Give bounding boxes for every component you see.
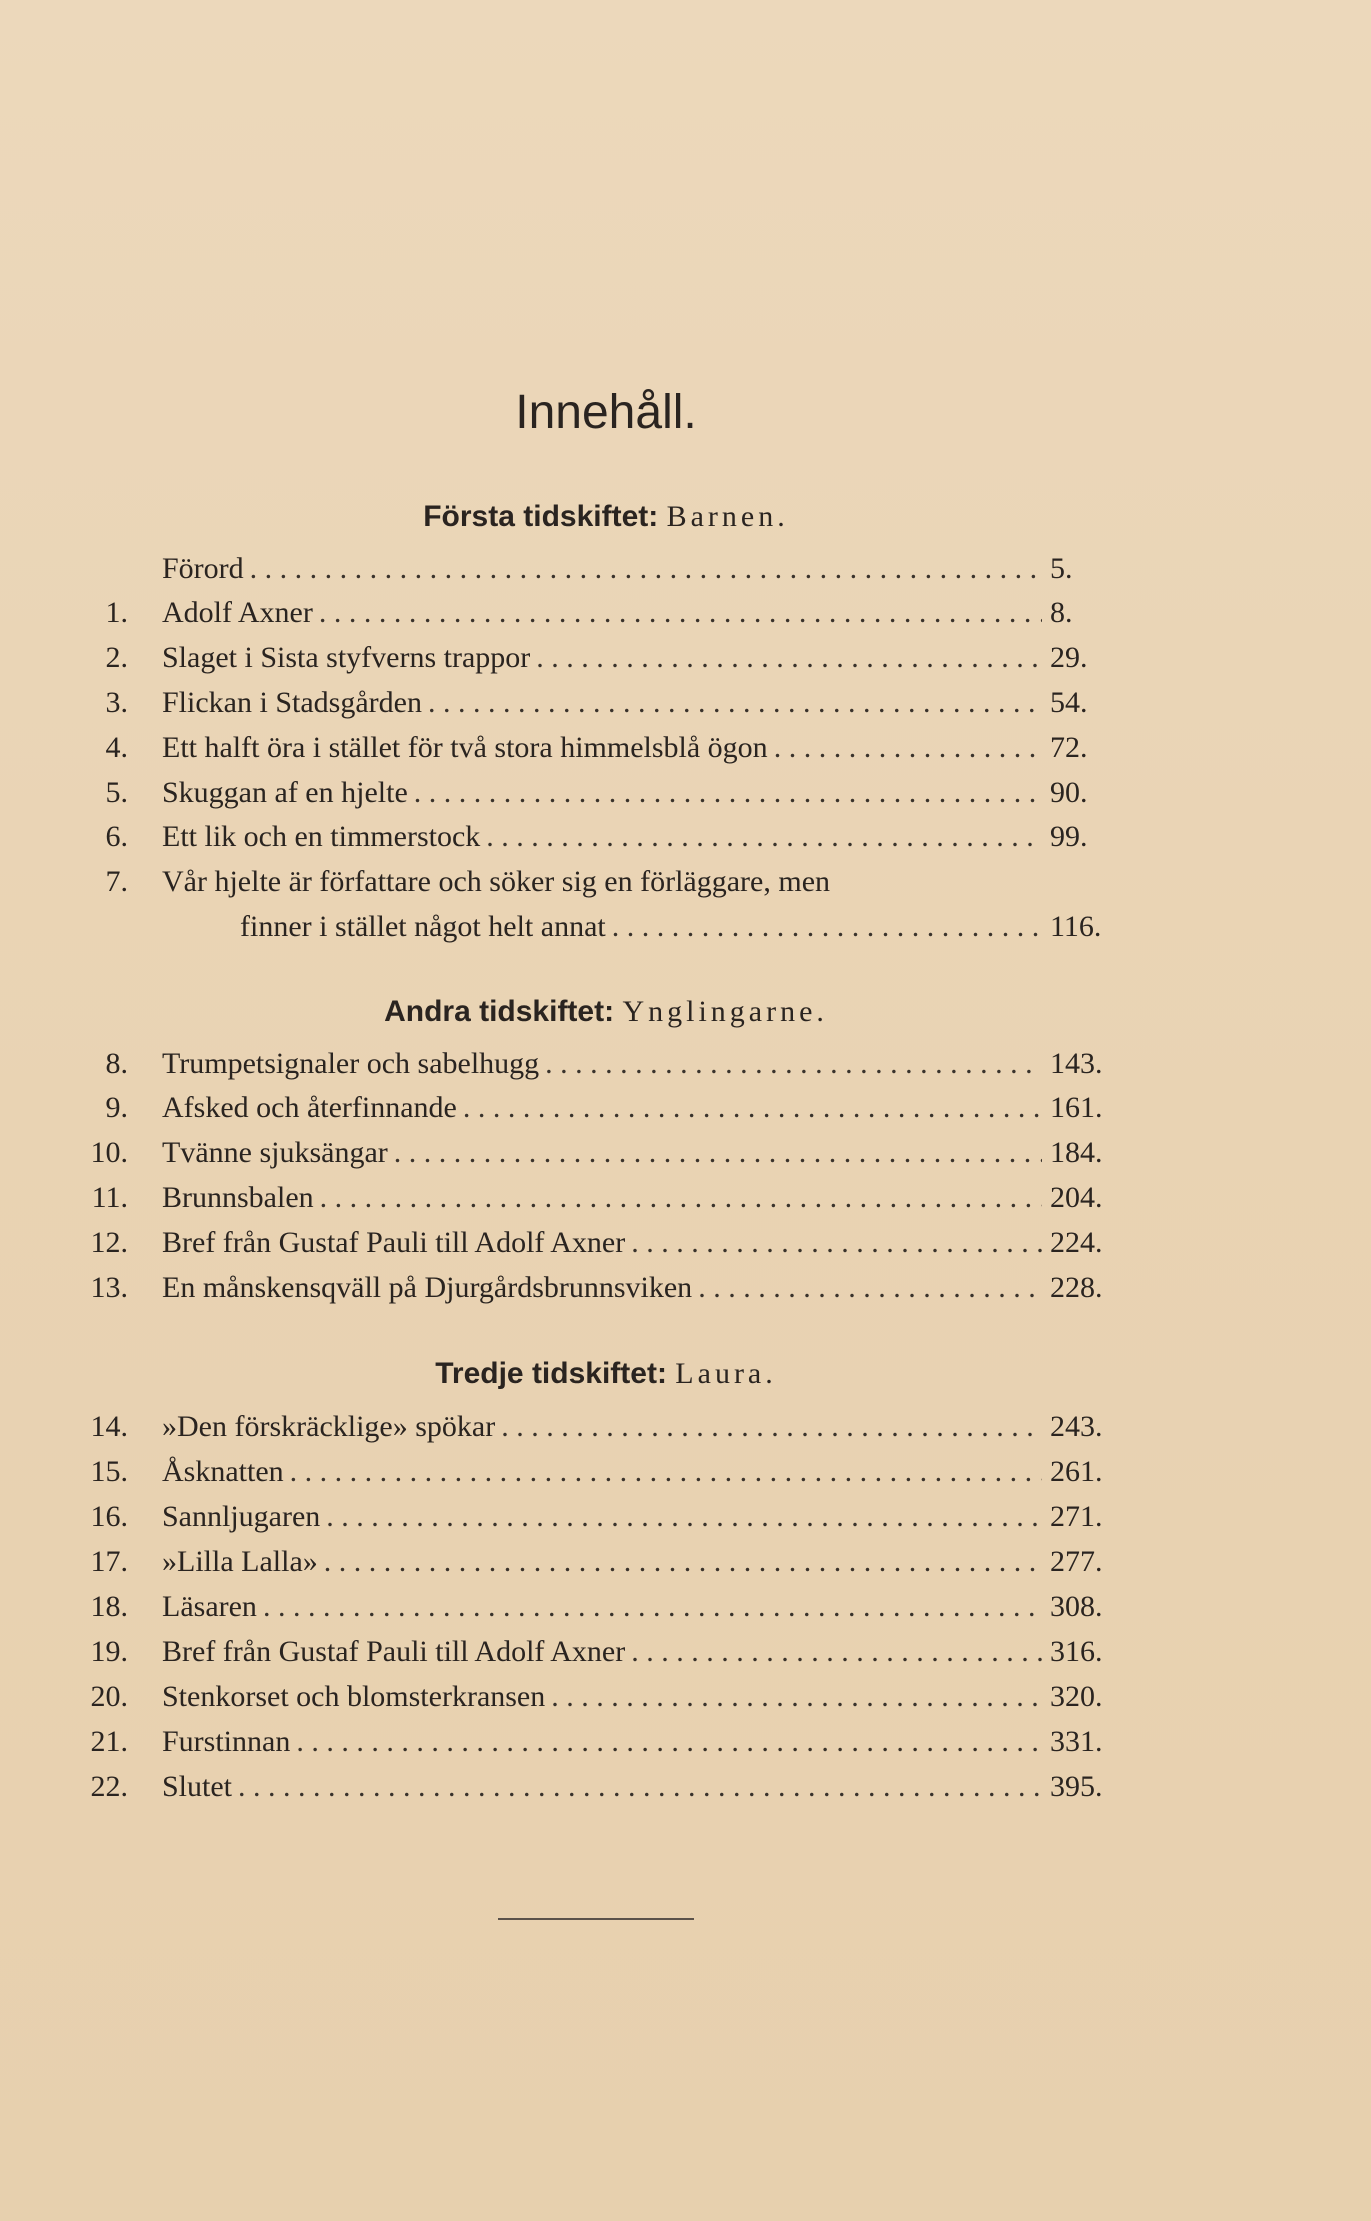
entry-title: Stenkorset och blomsterkransen: [162, 1680, 546, 1713]
entry-number: 4.: [105, 731, 128, 764]
entry-title: Adolf Axner: [162, 596, 313, 629]
toc-entry: [0, 1042, 1371, 1086]
entry-title: Läsaren: [162, 1590, 257, 1623]
toc-entry: [0, 1495, 1371, 1539]
entry-number: 2.: [105, 641, 128, 674]
entry-page: 90.: [1050, 776, 1088, 809]
entry-title: Ett lik och en timmerstock: [162, 820, 481, 853]
dot-leader: [501, 1405, 1042, 1449]
entry-number: 13.: [90, 1271, 128, 1304]
entry-title: Vår hjelte är författare och söker sig en förläggare, men: [162, 865, 831, 898]
toc-entry: [0, 1086, 1371, 1130]
dot-leader: [631, 1630, 1042, 1674]
dot-leader: [486, 815, 1042, 859]
dot-leader: [536, 636, 1042, 680]
entry-title: Brunnsbalen: [162, 1181, 314, 1214]
closing-rule: [498, 1918, 694, 1920]
dot-leader: [394, 1131, 1042, 1175]
entry-title: Tvänne sjuksängar: [162, 1136, 388, 1169]
section-heading-laura: [0, 1357, 1212, 1391]
section-heading-ynglingarne: [0, 995, 1212, 1029]
toc-entry: [0, 547, 1371, 591]
entry-title: Ett halft öra i stället för två stora himmelsblå ögon: [162, 731, 768, 764]
toc-entry: [0, 860, 1371, 904]
dot-leader: [612, 905, 1040, 949]
entry-page: 54.: [1050, 686, 1088, 719]
toc-entry: [0, 1221, 1371, 1265]
toc-entry: [0, 771, 1371, 815]
entry-title: Förord: [162, 552, 244, 585]
entry-number: 11.: [91, 1181, 128, 1214]
entry-number: 14.: [90, 1410, 128, 1443]
dot-leader: [296, 1720, 1042, 1764]
dot-leader: [414, 771, 1042, 815]
dot-leader: [250, 547, 1042, 591]
entry-page: 261.: [1050, 1455, 1103, 1488]
entry-title: »Lilla Lalla»: [162, 1545, 318, 1578]
entry-page: 29.: [1050, 641, 1088, 674]
toc-entry: [0, 1405, 1371, 1449]
entry-page: 331.: [1050, 1725, 1103, 1758]
toc-entry: [0, 1720, 1371, 1764]
entry-page: 5.: [1050, 552, 1073, 585]
section-heading-prefix: Första tidskiftet:: [423, 500, 659, 533]
entry-title: Trumpetsignaler och sabelhugg: [162, 1047, 540, 1080]
entry-title: Furstinnan: [162, 1725, 291, 1758]
entry-number: 17.: [90, 1545, 128, 1578]
dot-leader: [545, 1042, 1042, 1086]
entry-number: 20.: [90, 1680, 128, 1713]
toc-entry: [0, 726, 1371, 770]
section-heading-name: Ynglingarne.: [622, 995, 828, 1028]
dot-leader: [238, 1765, 1042, 1809]
entry-page: 72.: [1050, 731, 1088, 764]
dot-leader: [320, 1176, 1042, 1220]
toc-entry: [0, 1131, 1371, 1175]
entry-title: Slutet: [162, 1770, 233, 1803]
section-heading-name: Barnen.: [666, 500, 789, 533]
entry-number: 18.: [90, 1590, 128, 1623]
entry-page: 320.: [1050, 1680, 1103, 1713]
section-heading-prefix: Andra tidskiftet:: [384, 995, 615, 1028]
entry-page: 116.: [1050, 910, 1102, 943]
entry-title: Bref från Gustaf Pauli till Adolf Axner: [162, 1635, 626, 1668]
entry-page: 224.: [1050, 1226, 1103, 1259]
entry-number: 8.: [105, 1047, 128, 1080]
entry-title: Slaget i Sista styfverns trappor: [162, 641, 531, 674]
entry-page: 228.: [1050, 1271, 1103, 1304]
entry-page: 161.: [1050, 1091, 1103, 1124]
toc-entry: [0, 1450, 1371, 1494]
toc-entry: [0, 1266, 1371, 1310]
entry-title: Bref från Gustaf Pauli till Adolf Axner: [162, 1226, 626, 1259]
toc-entry: [0, 636, 1371, 680]
toc-entry: [0, 1675, 1371, 1719]
entry-page: 308.: [1050, 1590, 1103, 1623]
entry-title: Flickan i Stadsgården: [162, 686, 422, 719]
toc-entry: [0, 1630, 1371, 1674]
entry-page: 184.: [1050, 1136, 1103, 1169]
toc-entry: [0, 1585, 1371, 1629]
dot-leader: [698, 1266, 1042, 1310]
entry-number: 6.: [105, 820, 128, 853]
toc-entry: [0, 1176, 1371, 1220]
entry-title: En månskensqväll på Djurgårdsbrunnsviken: [162, 1271, 693, 1304]
entry-number: 21.: [90, 1725, 128, 1758]
section-heading-barnen: [0, 500, 1212, 534]
toc-entry: [0, 1765, 1371, 1809]
dot-leader: [263, 1585, 1042, 1629]
toc-entry: [0, 681, 1371, 725]
entry-title: finner i stället något helt annat: [240, 910, 606, 943]
entry-number: 3.: [105, 686, 128, 719]
toc-entry-continuation: [0, 905, 1371, 949]
toc-entry: [0, 591, 1371, 635]
entry-page: 99.: [1050, 820, 1088, 853]
entry-page: 243.: [1050, 1410, 1103, 1443]
dot-leader: [428, 681, 1042, 725]
entry-title: Skuggan af en hjelte: [162, 776, 408, 809]
dot-leader: [463, 1086, 1042, 1130]
entry-number: 5.: [105, 776, 128, 809]
entry-number: 1.: [105, 596, 128, 629]
entry-number: 12.: [90, 1226, 128, 1259]
entry-title: Åsknatten: [162, 1455, 284, 1488]
entry-page: 277.: [1050, 1545, 1103, 1578]
entry-title: Afsked och återfinnande: [162, 1091, 457, 1124]
entry-page: 143.: [1050, 1047, 1103, 1080]
entry-page: 204.: [1050, 1181, 1103, 1214]
dot-leader: [551, 1675, 1042, 1719]
entry-page: 395.: [1050, 1770, 1103, 1803]
entry-number: 7.: [105, 865, 128, 898]
dot-leader: [319, 591, 1042, 635]
entry-number: 15.: [90, 1455, 128, 1488]
section-heading-prefix: Tredje tidskiftet:: [435, 1357, 667, 1390]
entry-number: 22.: [90, 1770, 128, 1803]
entry-number: 16.: [90, 1500, 128, 1533]
dot-leader: [290, 1450, 1042, 1494]
dot-leader: [326, 1495, 1042, 1539]
entry-page: 8.: [1050, 596, 1073, 629]
entry-page: 316.: [1050, 1635, 1103, 1668]
entry-number: 19.: [90, 1635, 128, 1668]
section-heading-name: Laura.: [675, 1357, 777, 1390]
page-title: Innehåll.: [515, 386, 697, 439]
entry-page: 271.: [1050, 1500, 1103, 1533]
dot-leader: [631, 1221, 1042, 1265]
entry-number: 10.: [90, 1136, 128, 1169]
entry-title: »Den förskräcklige» spökar: [162, 1410, 496, 1443]
entry-title: Sannljugaren: [162, 1500, 321, 1533]
dot-leader: [774, 726, 1042, 770]
toc-entry: [0, 815, 1371, 859]
toc-entry: [0, 1540, 1371, 1584]
entry-number: 9.: [105, 1091, 128, 1124]
dot-leader: [324, 1540, 1042, 1584]
